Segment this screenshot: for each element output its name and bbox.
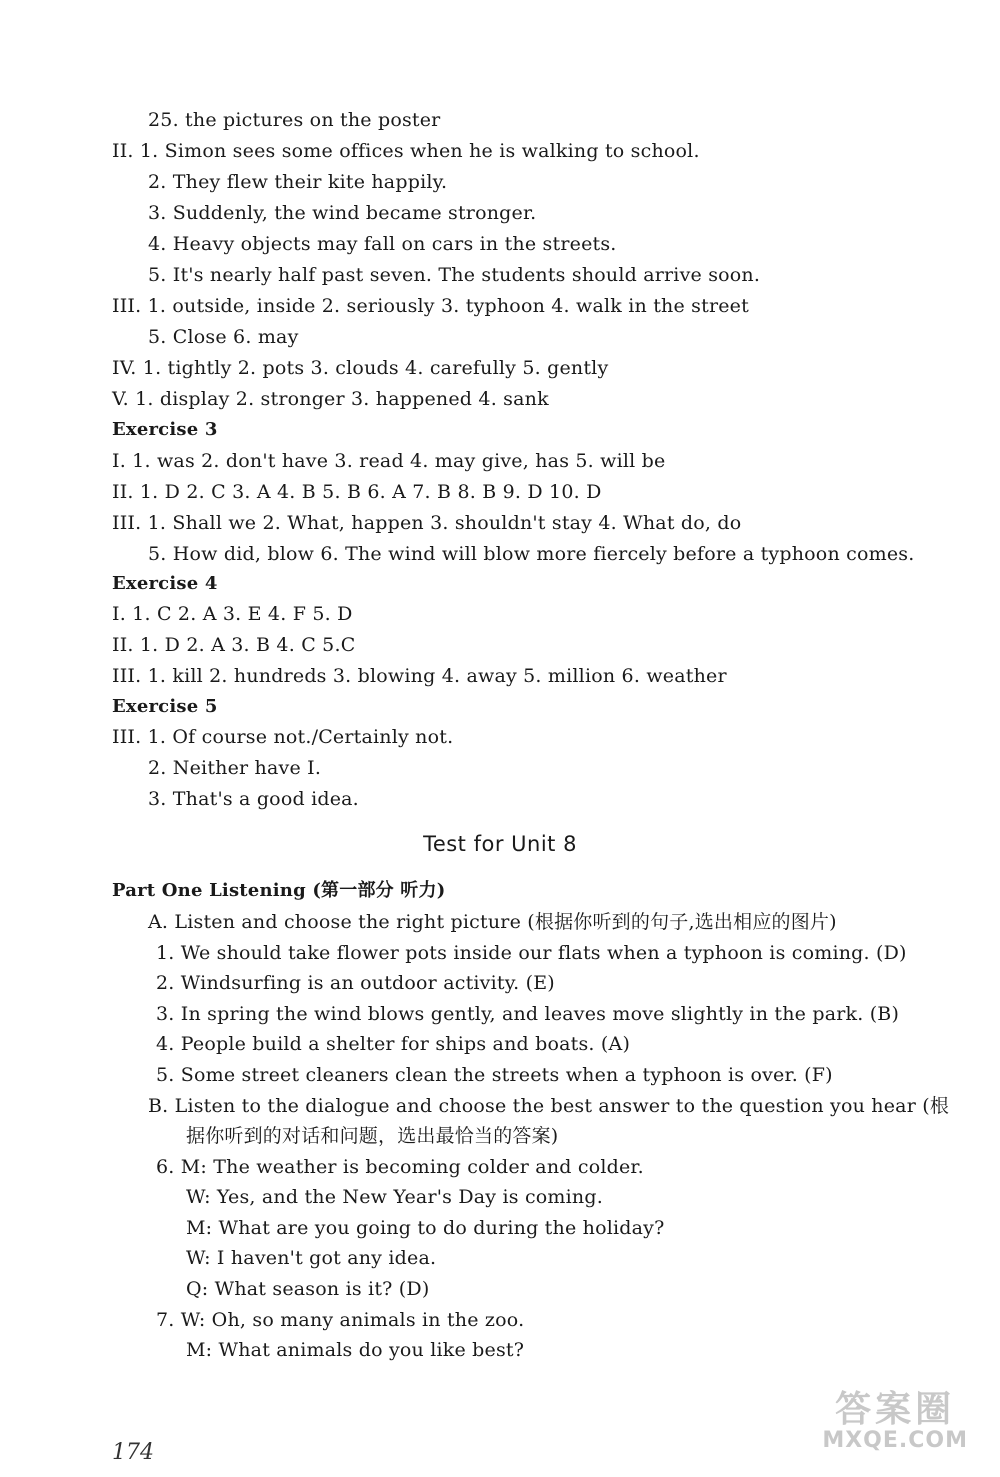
answer-line: 1. We should take flower pots inside our flats when a typhoon is coming. (D) <box>156 942 907 964</box>
answer-line: 5. It's nearly half past seven. The students should arrive soon. <box>148 264 761 286</box>
answer-line: III. 1. kill 2. hundreds 3. blowing 4. away 5. million 6. weather <box>112 665 727 687</box>
answer-line: 2. Windsurfing is an outdoor activity. (E) <box>156 972 555 994</box>
answer-line: B. Listen to the dialogue and choose the best answer to the question you hear (根 <box>148 1095 950 1117</box>
answer-line: 5. Close 6. may <box>148 326 299 348</box>
answer-line: Q: What season is it? (D) <box>186 1278 430 1300</box>
answer-line: 4. People build a shelter for ships and boats. (A) <box>156 1033 631 1055</box>
watermark-logo <box>822 1389 968 1453</box>
answer-line: III. 1. Of course not./Certainly not. <box>112 726 454 748</box>
answer-line: IV. 1. tightly 2. pots 3. clouds 4. carefully 5. gently <box>112 357 609 379</box>
answer-line: II. 1. D 2. A 3. B 4. C 5.C <box>112 634 356 656</box>
answer-line: A. Listen and choose the right picture (根据你听到的句子,选出相应的图片) <box>148 911 837 933</box>
answer-line: III. 1. outside, inside 2. seriously 3. typhoon 4. walk in the street <box>112 295 749 317</box>
answer-line: 3. That's a good idea. <box>148 788 359 810</box>
answer-line: 25. the pictures on the poster <box>148 109 441 131</box>
answer-line: V. 1. display 2. stronger 3. happened 4. sank <box>112 388 549 410</box>
answer-line: 6. M: The weather is becoming colder and colder. <box>156 1156 644 1178</box>
section-heading: Exercise 5 <box>112 696 218 717</box>
answer-line: 3. In spring the wind blows gently, and leaves move slightly in the park. (B) <box>156 1003 900 1025</box>
answer-line: 5. How did, blow 6. The wind will blow more fiercely before a typhoon comes. <box>148 543 915 565</box>
watermark-url: MXQE.COM <box>822 1428 968 1453</box>
answer-line: 7. W: Oh, so many animals in the zoo. <box>156 1309 525 1331</box>
section-heading: Exercise 4 <box>112 573 218 594</box>
answer-line: 5. Some street cleaners clean the streets when a typhoon is over. (F) <box>156 1064 833 1086</box>
section-heading: Part One Listening (第一部分 听力) <box>112 880 446 901</box>
answer-line: 3. Suddenly, the wind became stronger. <box>148 202 537 224</box>
section-heading: Exercise 3 <box>112 419 218 440</box>
answer-line: 据你听到的对话和问题，选出最恰当的答案) <box>186 1125 559 1147</box>
answer-line: W: I haven't got any idea. <box>186 1247 437 1269</box>
unit-title: Test for Unit 8 <box>423 832 577 856</box>
answer-line: II. 1. Simon sees some offices when he is walking to school. <box>112 140 700 162</box>
page-number: 174 <box>112 1440 154 1465</box>
answer-line: 4. Heavy objects may fall on cars in the streets. <box>148 233 617 255</box>
answer-line: M: What animals do you like best? <box>186 1339 525 1361</box>
answer-line: 2. They flew their kite happily. <box>148 171 448 193</box>
watermark-text: 答案圈 <box>835 1389 956 1430</box>
answer-line: III. 1. Shall we 2. What, happen 3. shouldn't stay 4. What do, do <box>112 512 742 534</box>
answer-line: I. 1. C 2. A 3. E 4. F 5. D <box>112 603 353 625</box>
answer-line: I. 1. was 2. don't have 3. read 4. may give, has 5. will be <box>112 450 666 472</box>
answer-line: M: What are you going to do during the holiday? <box>186 1217 665 1239</box>
answer-line: II. 1. D 2. C 3. A 4. B 5. B 6. A 7. B 8. B 9. D 10. D <box>112 481 602 503</box>
answer-line: 2. Neither have I. <box>148 757 322 779</box>
answer-line: W: Yes, and the New Year's Day is coming. <box>186 1186 603 1208</box>
